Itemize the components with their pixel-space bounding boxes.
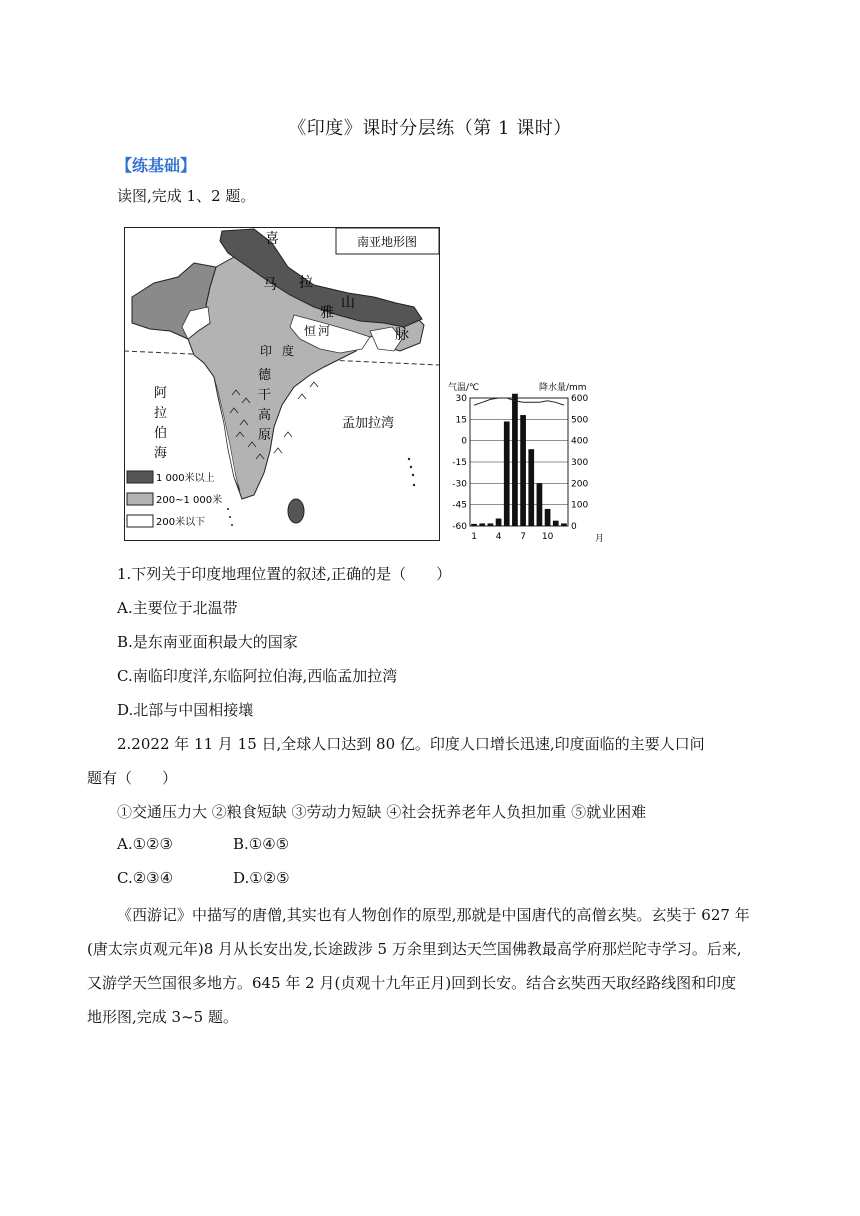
label-arabian-4: 海 (154, 446, 168, 461)
month-tick-label: 4 (495, 532, 502, 542)
label-ya: 雅 (320, 305, 334, 321)
precip-bar-2 (479, 523, 485, 526)
month-tick-label: 7 (520, 532, 526, 542)
q2-items: ①交通压力大 ②粮食短缺 ③劳动力短缺 ④社会抚养老年人负担加重 ⑤就业困难 (117, 803, 647, 821)
label-la: 拉 (299, 275, 313, 291)
label-bengal: 孟加拉湾 (342, 416, 395, 431)
section-heading: 【练基础】 (116, 156, 197, 175)
q2-stem-2: 题有（ ） (87, 769, 178, 787)
temperature-line (474, 398, 564, 405)
precip-bar-4 (496, 519, 502, 526)
q2-option-b: B.①④⑤ (233, 835, 290, 853)
q1-option-b: B.是东南亚面积最大的国家 (117, 633, 298, 651)
precip-bar-11 (553, 521, 559, 526)
q2-option-c: C.②③④ (117, 869, 174, 887)
temp-tick-label: 15 (455, 415, 467, 426)
label-shan: 山 (341, 295, 355, 311)
passage: 《西游记》中描写的唐僧,其实也有人物创作的原型,那就是中国唐代的高僧玄奘。玄奘于 627 年(唐太宗贞观元年)8 月从长安出发,长途跋涉 5 万余里到达天竺国佛教最高学府那烂陀寺学习。后来,又游学天竺国很多地方。645 年 2 月(贞观十九年正月)回到长安。结合玄奘西天取经路线图和印度地形图,完成 3~5 题。 (87, 906, 750, 1026)
q1-stem: 1.下列关于印度地理位置的叙述,正确的是（ ） (117, 565, 452, 583)
precip-bar-3 (488, 523, 494, 526)
q2-stem-1: 2.2022 年 11 月 15 日,全球人口达到 80 亿。印度人口增长迅速,印度面临的主要人口问 (117, 735, 705, 753)
precip-tick-label: 400 (571, 436, 589, 447)
precip-bar-6 (512, 394, 518, 526)
label-mai: 脉 (395, 327, 409, 343)
label-yin: 印 (260, 344, 273, 358)
q2-option-a: A.①②③ (117, 835, 173, 853)
label-arabian-1: 阿 (154, 386, 168, 401)
label-he: 河 (318, 324, 331, 338)
label-gan: 干 (258, 388, 272, 403)
precip-tick-label: 500 (571, 415, 589, 426)
precip-tick-label: 100 (571, 500, 589, 511)
temp-axis-label: 气温/℃ (448, 383, 480, 393)
intro-text: 读图,完成 1、2 题。 (117, 187, 256, 205)
precip-tick-label: 200 (571, 479, 589, 490)
precip-bar-5 (504, 421, 510, 526)
precip-axis-label: 降水量/mm (539, 383, 587, 393)
label-yuan: 原 (258, 428, 272, 443)
precip-bar-10 (545, 509, 551, 526)
temp-tick-label: -45 (452, 500, 467, 511)
q2-option-d: D.①②⑤ (233, 869, 290, 887)
temp-tick-label: -60 (452, 522, 467, 532)
q1-option-a: A.主要位于北温带 (117, 599, 238, 617)
label-heng: 恒 (304, 324, 317, 338)
precip-bar-9 (537, 483, 543, 526)
label-gao: 高 (258, 408, 272, 423)
label-ma: 马 (263, 277, 277, 293)
precip-tick-label: 0 (571, 522, 577, 532)
temp-tick-label: -15 (452, 458, 467, 468)
month-tick-label: 10 (541, 532, 554, 542)
precip-bar-1 (471, 524, 477, 526)
temp-tick-label: 0 (461, 436, 467, 447)
label-arabian-3: 伯 (154, 426, 168, 441)
label-de: 德 (258, 368, 272, 383)
q1-option-d: D.北部与中国相接壤 (117, 701, 254, 719)
month-tick-label: 1 (471, 532, 477, 542)
q1-option-c: C.南临印度洋,东临阿拉伯海,西临孟加拉湾 (117, 667, 398, 685)
precip-bar-12 (561, 523, 567, 526)
legend-low: 200米以下 (156, 517, 206, 528)
month-unit: 月 (595, 534, 604, 544)
temp-tick-label: -30 (452, 479, 467, 490)
label-xi: 喜 (265, 231, 279, 247)
page-title: 《印度》课时分层练（第 1 课时） (288, 118, 572, 139)
label-arabian-2: 拉 (154, 406, 168, 421)
legend-mid: 200~1 000米 (156, 495, 223, 506)
precip-tick-label: 600 (571, 394, 589, 404)
south-asia-map (124, 227, 440, 541)
precip-bar-8 (528, 449, 534, 526)
temp-tick-label: 30 (455, 394, 467, 404)
climate-chart (446, 378, 604, 548)
map-title: 南亚地形图 (356, 235, 418, 249)
precip-tick-label: 300 (571, 458, 589, 468)
precip-bar-7 (520, 415, 526, 526)
legend-high: 1 000米以上 (156, 473, 215, 484)
label-du: 度 (282, 344, 295, 358)
